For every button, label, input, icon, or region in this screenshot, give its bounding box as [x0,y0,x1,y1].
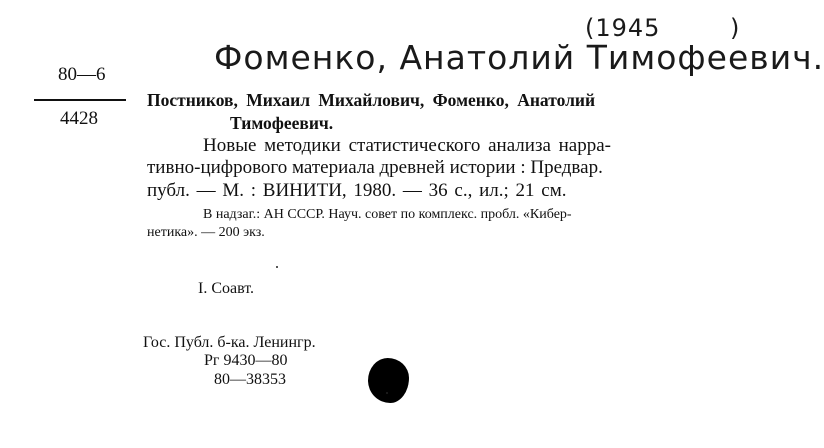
ink-speck [386,392,388,394]
publication-details: публ. — М. : ВИНИТИ, 1980. — 36 с., ил.; 21 см. [147,180,567,201]
ink-speck [276,266,278,268]
authors-heading-line-1: Постников, Михаил Михайлович, Фоменко, Анатолий [147,90,596,110]
catalog-number: 4428 [60,108,98,129]
coauthor-entry: I. Соавт. [198,280,255,297]
library-shelfmark: Рг 9430—80 [204,352,288,369]
library-holder: Гос. Публ. б-ка. Ленингр. [143,334,316,351]
handwritten-paren-close: ) [730,14,741,42]
authors-heading-line-2: Тимофеевич. [230,113,334,133]
title-line-2: тивно-цифрового материала древней истории : Предвар. [147,157,603,178]
note-line-2: нетика». — 200 экз. [147,225,265,240]
classification-number: 80—6 [58,64,106,85]
title-line-1: Новые методики статистического анализа нарра- [203,135,612,156]
handwritten-author-name: Фоменко, Анатолий Тимофеевич. [214,38,824,77]
classification-divider [34,99,126,101]
handwritten-year: (1945 [585,14,661,42]
ink-blot [368,358,409,403]
library-card-number: 80—38353 [214,371,286,388]
note-line-1: В надзаг.: АН СССР. Науч. совет по комплекс. пробл. «Кибер- [203,207,572,222]
